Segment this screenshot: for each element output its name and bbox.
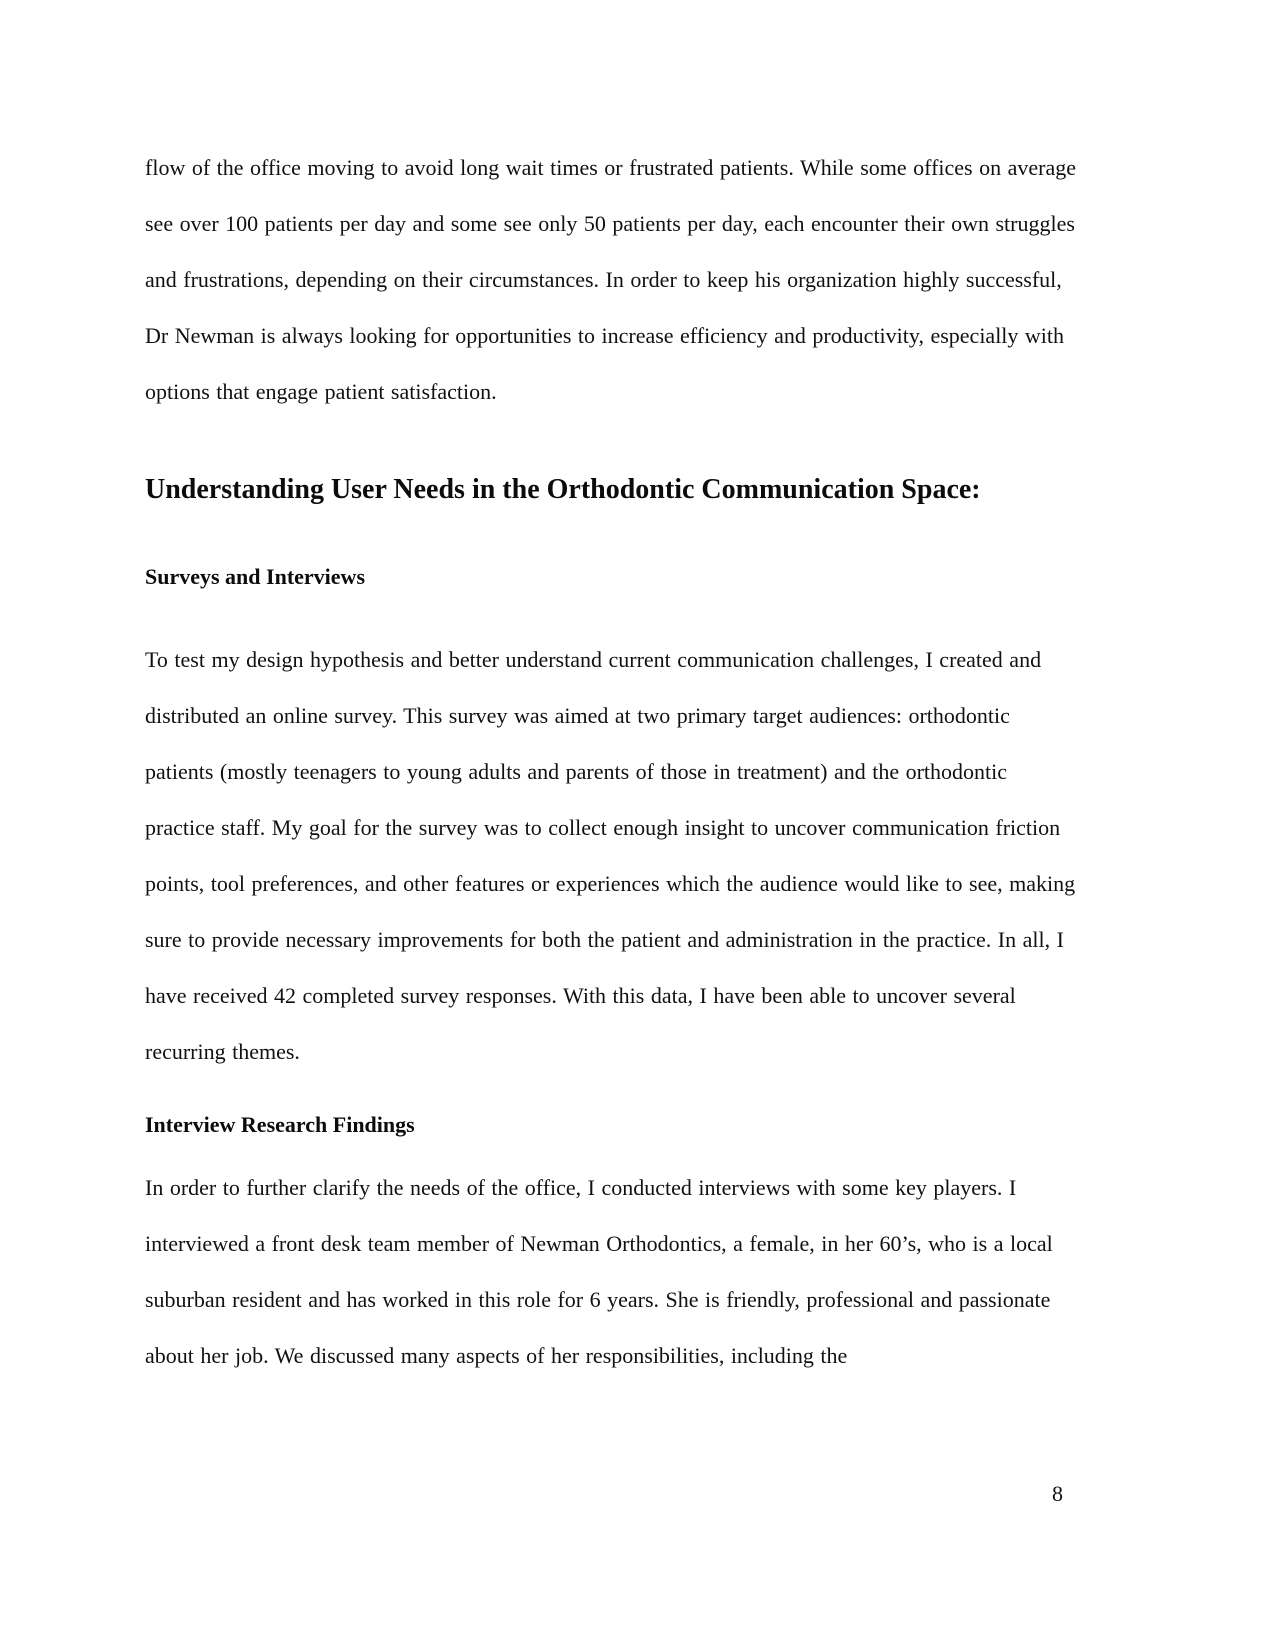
page-content (145, 140, 1083, 1384)
subheading-surveys-and-interviews: Surveys and Interviews (145, 564, 366, 589)
interview-paragraph: In order to further clarify the needs of the office, I conducted interviews with some key players. I interviewed a front desk team member of Newman Orthodontics, a female, in her 60’s, who is a local suburban resident and has worked in this role for 6 years. She is friendly, professional and passionate about her job. We discussed many aspects of her responsibilities, including the (145, 1175, 1053, 1368)
intro-paragraph: flow of the office moving to avoid long wait times or frustrated patients. While some offices on average see over 100 patients per day and some see only 50 patients per day, each encounter their own struggles and frustrations, depending on their circumstances. In order to keep his organization highly successful, Dr Newman is always looking for opportunities to increase efficiency and productivity, especially with options that engage patient satisfaction. (145, 155, 1076, 404)
subheading-interview-research-findings: Interview Research Findings (145, 1112, 415, 1137)
section-heading-understanding-user-needs: Understanding User Needs in the Orthodontic Communication Space: (145, 474, 981, 505)
page-number: 8 (1052, 1481, 1063, 1506)
surveys-paragraph: To test my design hypothesis and better understand current communication challenges, I created and distributed an online survey. This survey was aimed at two primary target audiences: orthodontic patients (mostly teenagers to young adults and parents of those in treatment) and the orthodontic practice staff. My goal for the survey was to collect enough insight to uncover communication friction points, tool preferences, and other features or experiences which the audience would like to see, making sure to provide necessary improvements for both the patient and administration in the practice. In all, I have received 42 completed survey responses. With this data, I have been able to uncover several recurring themes. (145, 647, 1076, 1064)
